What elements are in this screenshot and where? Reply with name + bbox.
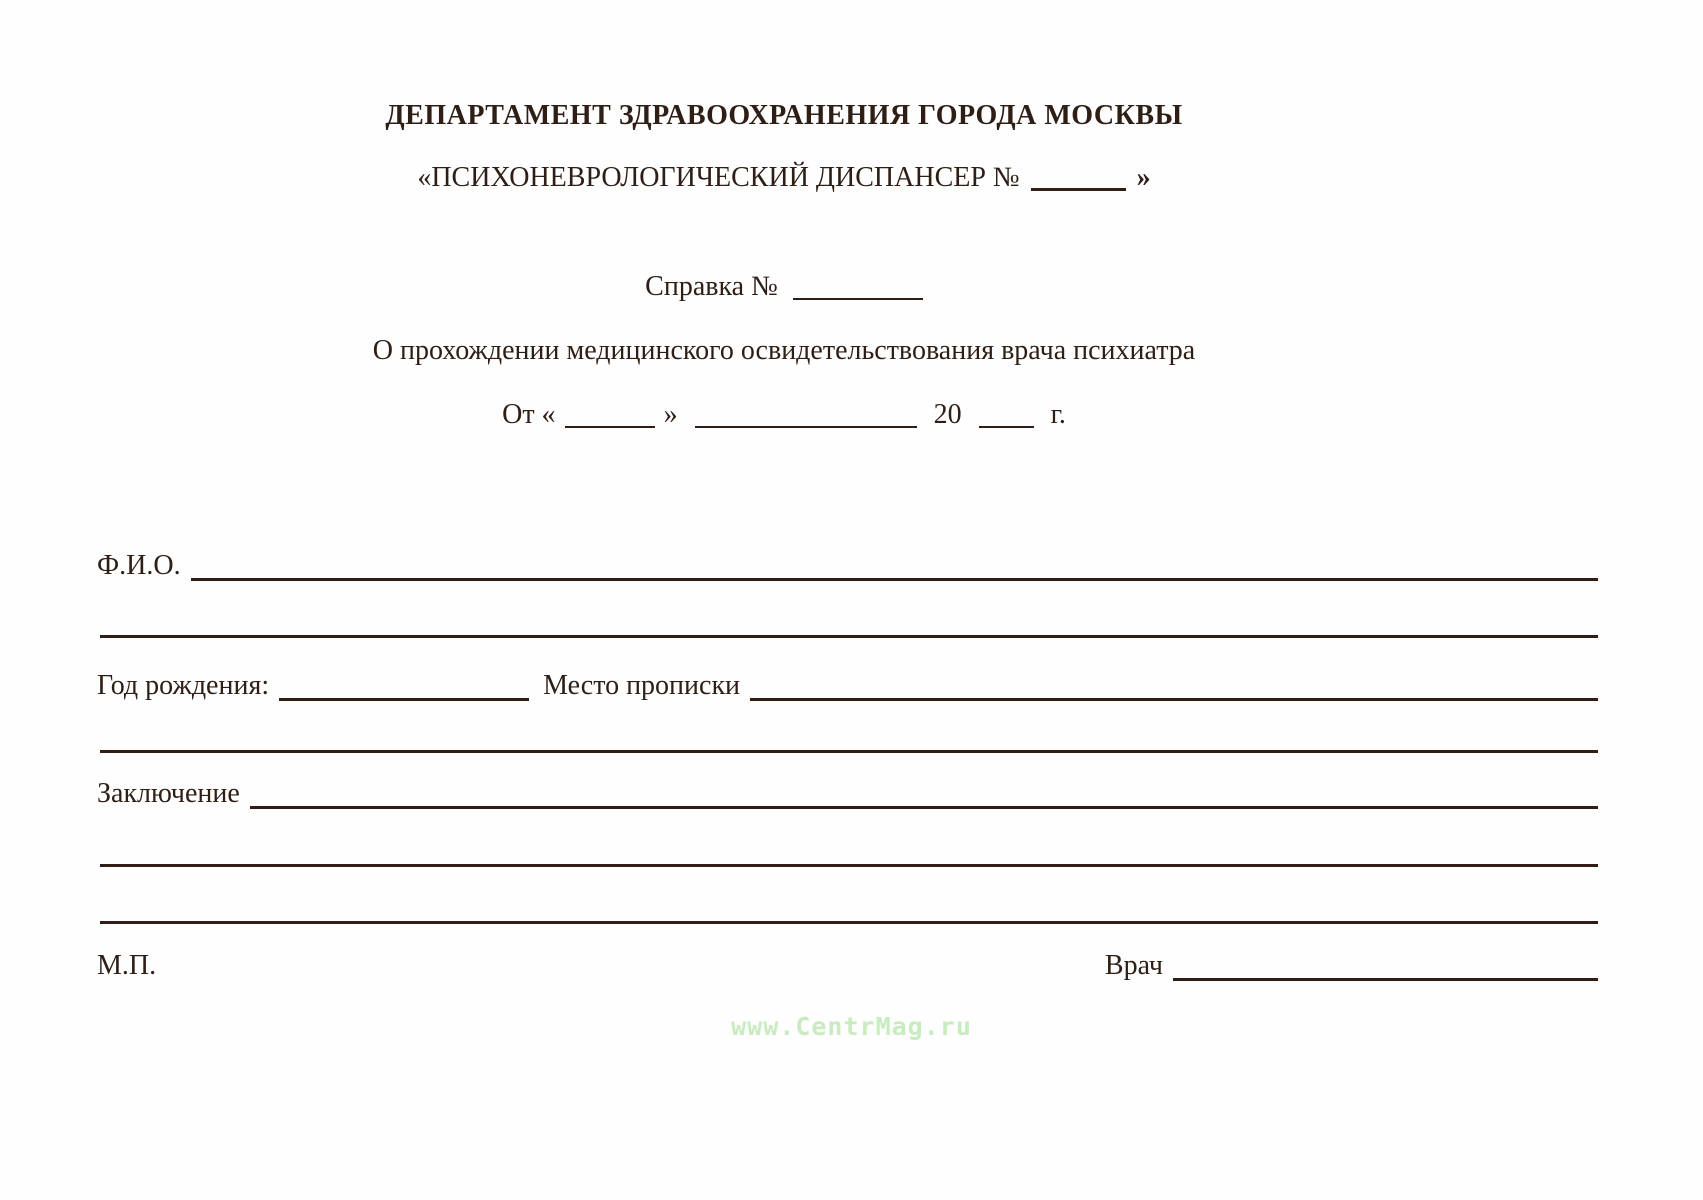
dispensary-close-quote: »	[1136, 162, 1151, 193]
date-year-blank	[979, 425, 1034, 428]
dispensary-line	[95, 158, 1473, 198]
conclusion-label: Заключение	[97, 778, 240, 809]
stamp-doctor-spacer	[156, 946, 1105, 986]
dispensary-number-blank	[1031, 187, 1126, 191]
centrmag-watermark: www.CentrMag.ru	[731, 1012, 972, 1041]
fio-label: Ф.И.О.	[97, 550, 181, 581]
residence-second-line	[100, 750, 1598, 753]
fio-second-line	[100, 635, 1598, 638]
stamp-doctor-row	[97, 946, 1598, 986]
date-close-quote: »	[663, 399, 678, 430]
date-line	[95, 395, 1473, 435]
birth-residence-row	[97, 666, 1598, 706]
fio-row	[97, 546, 1598, 586]
stamp-label: М.П.	[97, 950, 157, 981]
doctor-signature-blank	[1173, 941, 1598, 981]
conclusion-row	[97, 774, 1598, 814]
birth-year-label: Год рождения:	[97, 670, 270, 701]
certificate-number-line	[95, 267, 1473, 307]
certificate-label: Справка №	[645, 271, 778, 302]
fio-blank-line	[191, 541, 1598, 581]
conclusion-extra-line-2	[100, 921, 1598, 924]
date-century: 20	[933, 399, 962, 430]
certificate-number-blank	[793, 297, 923, 300]
date-year-suffix: г.	[1050, 399, 1066, 430]
residence-label: Место прописки	[543, 670, 741, 701]
department-title: ДЕПАРТАМЕНТ ЗДРАВООХРАНЕНИЯ ГОРОДА МОСКВЫ	[385, 100, 1183, 131]
certificate-subject: О прохождении медицинского освидетельствования врача психиатра	[372, 335, 1196, 366]
conclusion-extra-line-1	[100, 864, 1598, 867]
date-month-blank	[695, 425, 917, 428]
birth-year-blank	[279, 661, 529, 701]
date-prefix: От «	[502, 399, 556, 430]
residence-blank	[750, 661, 1598, 701]
conclusion-blank	[250, 769, 1598, 809]
date-day-blank	[565, 425, 655, 428]
dispensary-name: «ПСИХОНЕВРОЛОГИЧЕСКИЙ ДИСПАНСЕР №	[417, 162, 1020, 193]
doctor-label: Врач	[1104, 950, 1163, 981]
